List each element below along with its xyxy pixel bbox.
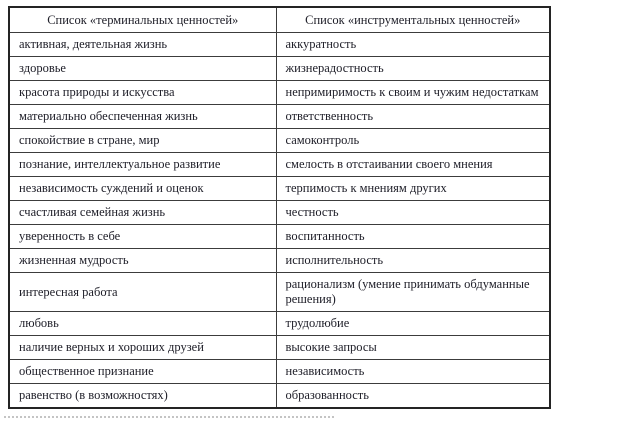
terminal-value-cell: уверенность в себе	[9, 225, 276, 249]
instrumental-value-cell: аккуратность	[276, 33, 550, 57]
terminal-value-cell: спокойствие в стране, мир	[9, 129, 276, 153]
terminal-value-cell: любовь	[9, 312, 276, 336]
instrumental-value-cell: смелость в отстаивании своего мнения	[276, 153, 550, 177]
table-row	[9, 360, 550, 384]
terminal-value-cell: независимость суждений и оценок	[9, 177, 276, 201]
values-table	[8, 6, 551, 409]
instrumental-value-cell: непримиримость к своим и чужим недостаткам	[276, 81, 550, 105]
table-row	[9, 225, 550, 249]
terminal-value-cell: красота природы и искусства	[9, 81, 276, 105]
table-row	[9, 384, 550, 409]
values-table-header	[9, 7, 550, 33]
scan-artifact-line	[4, 416, 334, 418]
instrumental-value-cell: высокие запросы	[276, 336, 550, 360]
table-row	[9, 273, 550, 312]
table-row	[9, 201, 550, 225]
instrumental-value-cell: ответственность	[276, 105, 550, 129]
instrumental-value-cell: жизнерадостность	[276, 57, 550, 81]
terminal-value-cell: равенство (в возможностях)	[9, 384, 276, 409]
table-row	[9, 153, 550, 177]
table-row	[9, 33, 550, 57]
terminal-values-header: Список «терминальных ценностей»	[9, 7, 276, 33]
terminal-value-cell: познание, интеллектуальное развитие	[9, 153, 276, 177]
instrumental-value-cell: воспитанность	[276, 225, 550, 249]
instrumental-value-cell: образованность	[276, 384, 550, 409]
table-row	[9, 81, 550, 105]
terminal-value-cell: счастливая семейная жизнь	[9, 201, 276, 225]
terminal-value-cell: материально обеспеченная жизнь	[9, 105, 276, 129]
table-body	[9, 33, 550, 409]
instrumental-value-cell: рационализм (умение принимать обдуманные решения)	[276, 273, 550, 312]
table-row	[9, 249, 550, 273]
instrumental-values-header: Список «инструментальных ценностей»	[276, 7, 550, 33]
table-row	[9, 129, 550, 153]
table-row	[9, 336, 550, 360]
terminal-value-cell: активная, деятельная жизнь	[9, 33, 276, 57]
terminal-value-cell: наличие верных и хороших друзей	[9, 336, 276, 360]
instrumental-value-cell: исполнительность	[276, 249, 550, 273]
header-row	[9, 7, 550, 33]
table-row	[9, 57, 550, 81]
terminal-value-cell: жизненная мудрость	[9, 249, 276, 273]
terminal-value-cell: интересная работа	[9, 273, 276, 312]
instrumental-value-cell: независимость	[276, 360, 550, 384]
table-row	[9, 177, 550, 201]
instrumental-value-cell: честность	[276, 201, 550, 225]
instrumental-value-cell: терпимость к мнениям других	[276, 177, 550, 201]
instrumental-value-cell: самоконтроль	[276, 129, 550, 153]
table-row	[9, 105, 550, 129]
terminal-value-cell: здоровье	[9, 57, 276, 81]
terminal-value-cell: общественное признание	[9, 360, 276, 384]
instrumental-value-cell: трудолюбие	[276, 312, 550, 336]
table-row	[9, 312, 550, 336]
